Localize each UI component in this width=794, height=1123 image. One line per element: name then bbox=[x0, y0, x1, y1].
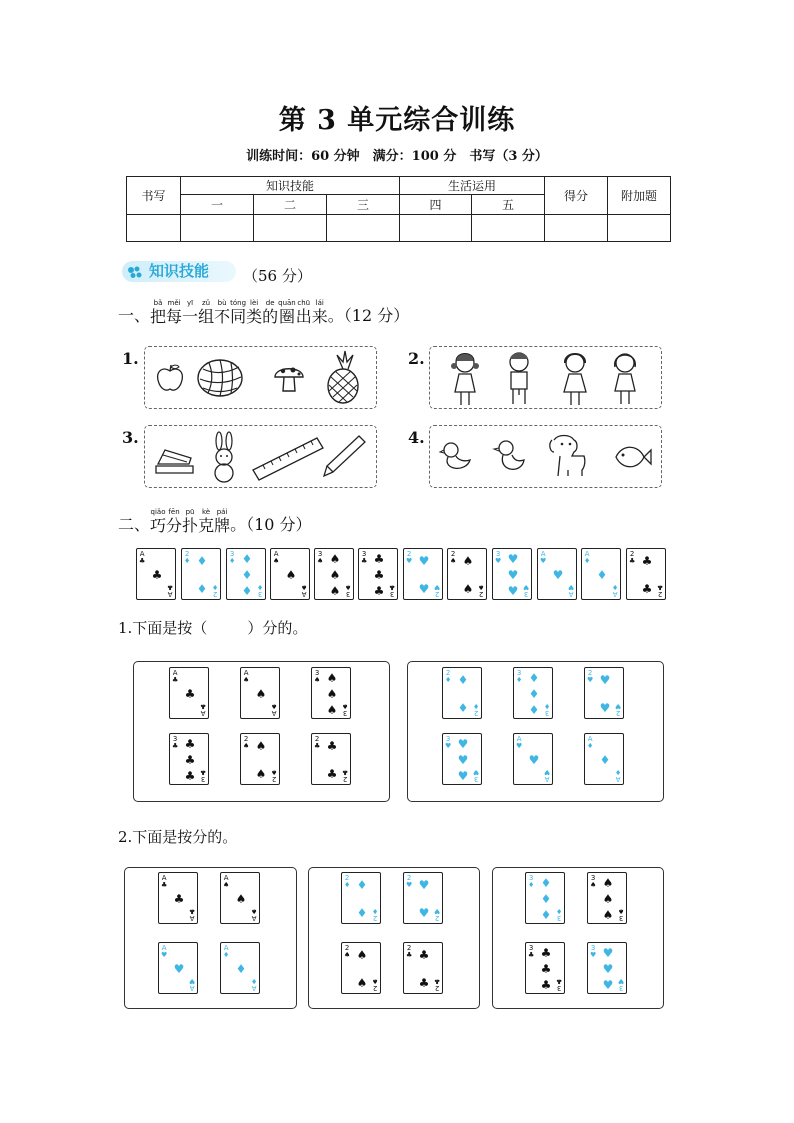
suit-icon: ♠ bbox=[462, 554, 474, 568]
card-rank: A ♦ bbox=[250, 977, 257, 992]
question-2-suffix: 。（10 分） bbox=[230, 515, 312, 534]
suit-icon: ♣ bbox=[184, 769, 196, 783]
pinyin: chū bbox=[297, 299, 311, 307]
suit-icon: ♠ bbox=[329, 552, 341, 566]
card-rank: 2 ♥ bbox=[614, 702, 621, 717]
suit-icon: ♦ bbox=[356, 906, 368, 920]
pinyin: měi bbox=[167, 299, 181, 307]
playing-card[interactable] bbox=[537, 548, 577, 600]
score-cell[interactable] bbox=[400, 215, 472, 242]
playing-card[interactable] bbox=[587, 872, 627, 924]
playing-card[interactable] bbox=[403, 942, 443, 994]
playing-card[interactable] bbox=[158, 942, 198, 994]
playing-card[interactable] bbox=[513, 667, 553, 719]
suit-icon: ♥ bbox=[599, 701, 611, 715]
playing-card[interactable] bbox=[169, 733, 209, 785]
playing-card[interactable] bbox=[403, 872, 443, 924]
suit-icon: ♣ bbox=[326, 767, 338, 781]
card-rank: 2 ♥ bbox=[433, 907, 440, 922]
suit-icon: ♦ bbox=[540, 892, 552, 906]
header-defen: 得分 bbox=[545, 177, 608, 215]
pinyin: qiǎo bbox=[150, 508, 166, 516]
girl-icon[interactable] bbox=[560, 350, 590, 408]
item-4-box[interactable] bbox=[429, 425, 662, 488]
item-2-box[interactable] bbox=[429, 346, 662, 409]
question-2-words bbox=[150, 508, 230, 535]
card-rank: 3 ♥ bbox=[472, 768, 479, 783]
chick-icon[interactable] bbox=[440, 440, 472, 474]
card-rank: 3 ♣ bbox=[199, 768, 206, 783]
suit-icon: ♥ bbox=[507, 584, 519, 598]
card-rank: 2 ♠ bbox=[270, 768, 277, 783]
card-rank: A ♠ bbox=[300, 583, 307, 598]
suit-icon: ♣ bbox=[173, 892, 185, 906]
bubbles-icon bbox=[128, 266, 142, 278]
suit-icon: ♠ bbox=[235, 892, 247, 906]
pinyin: zǔ bbox=[202, 299, 211, 307]
playing-card[interactable] bbox=[442, 667, 482, 719]
item-number: 4. bbox=[408, 428, 425, 447]
sub2-group-box[interactable] bbox=[308, 867, 480, 1009]
suit-icon: ♦ bbox=[196, 554, 208, 568]
score-cell[interactable] bbox=[181, 215, 254, 242]
suit-icon: ♣ bbox=[540, 978, 552, 992]
suit-icon: ♠ bbox=[255, 739, 267, 753]
score-cell[interactable] bbox=[608, 215, 671, 242]
pinyin: pū bbox=[185, 508, 195, 516]
hanzi: 的 bbox=[262, 307, 279, 326]
section-points: （56 分） bbox=[243, 267, 312, 285]
card-rank: 2 ♠ bbox=[477, 583, 484, 598]
ruby-word bbox=[150, 299, 166, 326]
header-col-4: 四 bbox=[400, 195, 472, 215]
score-cell[interactable] bbox=[127, 215, 181, 242]
card-rank: A ♥ bbox=[543, 768, 550, 783]
ruby-word bbox=[150, 508, 166, 535]
card-rank: A ♥ bbox=[161, 944, 168, 959]
header-shenghuo: 生活运用 bbox=[400, 177, 545, 195]
playing-card[interactable] bbox=[447, 548, 487, 600]
playing-card[interactable] bbox=[240, 733, 280, 785]
card-rank: 3 ♥ bbox=[590, 944, 597, 959]
card-rank: 3 ♦ bbox=[516, 669, 523, 684]
card-rank: 3 ♥ bbox=[445, 735, 452, 750]
card-rank: 2 ♠ bbox=[371, 977, 378, 992]
suit-icon: ♦ bbox=[241, 568, 253, 582]
hanzi: 把 bbox=[150, 307, 167, 326]
card-rank: A ♣ bbox=[172, 669, 179, 684]
card-rank: 3 ♣ bbox=[388, 583, 395, 598]
card-rank: 3 ♥ bbox=[522, 583, 529, 598]
card-rank: 3 ♠ bbox=[341, 702, 348, 717]
playing-card[interactable] bbox=[169, 667, 209, 719]
ruby-word bbox=[166, 508, 182, 535]
suit-icon: ♦ bbox=[528, 687, 540, 701]
playing-card[interactable] bbox=[341, 872, 381, 924]
playing-card[interactable] bbox=[311, 667, 351, 719]
suit-icon: ♦ bbox=[196, 582, 208, 596]
suit-icon: ♥ bbox=[599, 673, 611, 687]
header-col-1: 一 bbox=[181, 195, 254, 215]
ruby-word bbox=[246, 299, 262, 326]
card-rank: A ♣ bbox=[139, 550, 146, 565]
hanzi: 每 bbox=[166, 307, 183, 326]
stapler-icon[interactable] bbox=[153, 442, 197, 476]
suit-icon: ♠ bbox=[285, 568, 297, 582]
suit-icon: ♣ bbox=[184, 737, 196, 751]
suit-icon: ♠ bbox=[326, 687, 338, 701]
header-col-3: 三 bbox=[327, 195, 400, 215]
playing-card[interactable] bbox=[270, 548, 310, 600]
card-rank: 3 ♥ bbox=[617, 977, 624, 992]
card-rank: 2 ♥ bbox=[433, 583, 440, 598]
pinyin: fēn bbox=[168, 508, 180, 516]
score-cell[interactable] bbox=[472, 215, 545, 242]
playing-card[interactable] bbox=[314, 548, 354, 600]
item-number: 1. bbox=[122, 349, 139, 368]
playing-card[interactable] bbox=[403, 548, 443, 600]
hanzi: 一 bbox=[182, 307, 199, 326]
suit-icon: ♦ bbox=[457, 673, 469, 687]
playing-card[interactable] bbox=[226, 548, 266, 600]
playing-card[interactable] bbox=[220, 872, 260, 924]
pinyin: lèi bbox=[250, 299, 259, 307]
card-rank: 2 ♦ bbox=[184, 550, 191, 565]
card-rank: 2 ♣ bbox=[629, 550, 636, 565]
card-rank: A ♦ bbox=[611, 583, 618, 598]
suit-icon: ♥ bbox=[173, 962, 185, 976]
card-rank: 2 ♠ bbox=[344, 944, 351, 959]
suit-icon: ♣ bbox=[373, 568, 385, 582]
card-rank: 3 ♠ bbox=[590, 874, 597, 889]
hanzi: 同 bbox=[230, 307, 247, 326]
ruby-word bbox=[262, 299, 278, 326]
suit-icon: ♠ bbox=[326, 703, 338, 717]
playing-card[interactable] bbox=[311, 733, 351, 785]
hanzi: 圈 bbox=[278, 307, 295, 326]
card-rank: 2 ♦ bbox=[344, 874, 351, 889]
suit-icon: ♥ bbox=[552, 568, 564, 582]
playing-card[interactable] bbox=[492, 548, 532, 600]
suit-icon: ♦ bbox=[596, 568, 608, 582]
card-rank: 2 ♣ bbox=[406, 944, 413, 959]
card-rank: A ♥ bbox=[540, 550, 547, 565]
suit-icon: ♦ bbox=[235, 962, 247, 976]
card-rank: 2 ♠ bbox=[450, 550, 457, 565]
card-rank: 3 ♥ bbox=[495, 550, 502, 565]
ruby-word bbox=[182, 508, 198, 535]
sub-question-2: 2.下面是按分的。 bbox=[118, 828, 238, 846]
ruby-word bbox=[166, 299, 182, 326]
card-rank: 2 ♠ bbox=[243, 735, 250, 750]
suit-icon: ♠ bbox=[462, 582, 474, 596]
hanzi: 出 bbox=[295, 307, 312, 326]
suit-icon: ♥ bbox=[418, 878, 430, 892]
card-rank: 2 ♦ bbox=[472, 702, 479, 717]
suit-icon: ♣ bbox=[540, 962, 552, 976]
playing-card[interactable] bbox=[513, 733, 553, 785]
card-rank: 3 ♦ bbox=[528, 874, 535, 889]
section-badge-label: 知识技能 bbox=[149, 262, 210, 280]
hanzi: 扑 bbox=[182, 516, 199, 535]
playing-card[interactable] bbox=[341, 942, 381, 994]
suit-icon: ♣ bbox=[418, 976, 430, 990]
suit-icon: ♥ bbox=[602, 978, 614, 992]
pinyin: lái bbox=[315, 299, 324, 307]
playing-card[interactable] bbox=[158, 872, 198, 924]
card-rank: A ♥ bbox=[567, 583, 574, 598]
header-col-5: 五 bbox=[472, 195, 545, 215]
suit-icon: ♠ bbox=[356, 948, 368, 962]
suit-icon: ♣ bbox=[373, 584, 385, 598]
card-rank: A ♠ bbox=[270, 702, 277, 717]
suit-icon: ♣ bbox=[184, 753, 196, 767]
pinyin: de bbox=[265, 299, 275, 307]
suit-icon: ♥ bbox=[507, 568, 519, 582]
card-rank: 2 ♣ bbox=[656, 583, 663, 598]
girl-icon[interactable] bbox=[610, 349, 640, 407]
ruby-word bbox=[182, 299, 198, 326]
suit-icon: ♠ bbox=[602, 908, 614, 922]
sub2-group-box[interactable] bbox=[492, 867, 664, 1009]
pencil-icon[interactable] bbox=[323, 434, 367, 478]
suit-icon: ♦ bbox=[241, 584, 253, 598]
suit-icon: ♣ bbox=[326, 739, 338, 753]
card-rank: A ♣ bbox=[188, 907, 195, 922]
header-fujia: 附加题 bbox=[608, 177, 671, 215]
suit-icon: ♥ bbox=[602, 946, 614, 960]
header-zhishi: 知识技能 bbox=[181, 177, 400, 195]
pinyin: bǎ bbox=[153, 299, 163, 307]
fish-icon[interactable] bbox=[612, 440, 652, 474]
playing-card[interactable] bbox=[181, 548, 221, 600]
playing-card[interactable] bbox=[587, 942, 627, 994]
card-rank: 3 ♦ bbox=[256, 583, 263, 598]
girl-icon[interactable] bbox=[450, 350, 480, 408]
card-rank: 3 ♣ bbox=[361, 550, 368, 565]
pinyin: pái bbox=[216, 508, 228, 516]
ruby-word bbox=[278, 299, 296, 326]
suit-icon: ♥ bbox=[602, 962, 614, 976]
pinyin: yī bbox=[187, 299, 194, 307]
pinyin: quān bbox=[278, 299, 296, 307]
card-rank: 2 ♦ bbox=[211, 583, 218, 598]
card-rank: A ♠ bbox=[250, 907, 257, 922]
header-col-2: 二 bbox=[254, 195, 327, 215]
suit-icon: ♦ bbox=[356, 878, 368, 892]
playing-card[interactable] bbox=[136, 548, 176, 600]
puppy-icon[interactable] bbox=[548, 434, 588, 478]
ruby-word bbox=[214, 508, 230, 535]
suit-icon: ♣ bbox=[151, 568, 163, 582]
playing-card[interactable] bbox=[525, 942, 565, 994]
suit-icon: ♠ bbox=[329, 568, 341, 582]
suit-icon: ♥ bbox=[418, 554, 430, 568]
suit-icon: ♦ bbox=[528, 671, 540, 685]
hanzi: 组 bbox=[198, 307, 215, 326]
suit-icon: ♥ bbox=[418, 582, 430, 596]
playing-card[interactable] bbox=[626, 548, 666, 600]
score-cell[interactable] bbox=[545, 215, 608, 242]
card-rank: 2 ♥ bbox=[406, 550, 413, 565]
watermelon-icon[interactable] bbox=[195, 357, 245, 399]
card-rank: A ♣ bbox=[166, 583, 173, 598]
card-rank: 3 ♣ bbox=[528, 944, 535, 959]
card-rank: 3 ♣ bbox=[172, 735, 179, 750]
card-rank: A ♣ bbox=[161, 874, 168, 889]
suit-icon: ♣ bbox=[184, 687, 196, 701]
hanzi: 克 bbox=[198, 516, 215, 535]
playing-card[interactable] bbox=[584, 733, 624, 785]
card-rank: A ♥ bbox=[516, 735, 523, 750]
suit-icon: ♦ bbox=[528, 703, 540, 717]
card-rank: 2 ♥ bbox=[587, 669, 594, 684]
pinyin: bù bbox=[217, 299, 227, 307]
card-rank: 2 ♣ bbox=[314, 735, 321, 750]
suit-icon: ♠ bbox=[602, 876, 614, 890]
card-rank: 3 ♦ bbox=[543, 702, 550, 717]
item-1-box[interactable] bbox=[144, 346, 377, 409]
pinyin: tóng bbox=[230, 299, 247, 307]
apple-icon[interactable] bbox=[155, 362, 185, 394]
card-rank: 2 ♦ bbox=[445, 669, 452, 684]
suit-icon: ♥ bbox=[457, 753, 469, 767]
suit-icon: ♠ bbox=[326, 671, 338, 685]
playing-card[interactable] bbox=[581, 548, 621, 600]
pineapple-icon[interactable] bbox=[323, 351, 363, 405]
question-1-heading bbox=[118, 299, 409, 326]
suit-icon: ♠ bbox=[255, 767, 267, 781]
card-rank: 3 ♦ bbox=[229, 550, 236, 565]
sub-question-1-label: 1.下面是按（ bbox=[118, 619, 208, 637]
suit-icon: ♦ bbox=[540, 908, 552, 922]
suit-icon: ♣ bbox=[641, 582, 653, 596]
score-table bbox=[126, 176, 671, 242]
ruby-word bbox=[198, 508, 214, 535]
item-number: 2. bbox=[408, 349, 425, 368]
card-rank: A ♠ bbox=[223, 874, 230, 889]
hanzi: 不 bbox=[214, 307, 231, 326]
page-subtitle: 训练时间：60 分钟 满分：100 分 书写（3 分） bbox=[246, 149, 548, 164]
suit-icon: ♣ bbox=[540, 946, 552, 960]
hanzi: 牌 bbox=[214, 516, 231, 535]
suit-icon: ♣ bbox=[418, 948, 430, 962]
card-rank: 3 ♠ bbox=[617, 907, 624, 922]
ruby-word bbox=[312, 299, 328, 326]
score-cell[interactable] bbox=[327, 215, 400, 242]
suit-icon: ♦ bbox=[540, 876, 552, 890]
hanzi: 来 bbox=[311, 307, 328, 326]
suit-icon: ♠ bbox=[602, 892, 614, 906]
suit-icon: ♥ bbox=[507, 552, 519, 566]
card-rank: A ♦ bbox=[587, 735, 594, 750]
playing-card[interactable] bbox=[442, 733, 482, 785]
card-rank: 3 ♠ bbox=[317, 550, 324, 565]
card-rank: A ♦ bbox=[614, 768, 621, 783]
hanzi: 分 bbox=[166, 516, 183, 535]
duckling-icon[interactable] bbox=[494, 438, 526, 476]
suit-icon: ♣ bbox=[641, 554, 653, 568]
question-2-prefix: 二、 bbox=[118, 515, 151, 534]
ruby-word bbox=[230, 299, 246, 326]
suit-icon: ♦ bbox=[599, 753, 611, 767]
question-1-suffix: 。（12 分） bbox=[327, 306, 410, 325]
question-2-heading bbox=[118, 508, 312, 535]
card-rank: 3 ♠ bbox=[344, 583, 351, 598]
hanzi: 类 bbox=[246, 307, 263, 326]
item-number: 3. bbox=[122, 428, 139, 447]
card-rank: 3 ♠ bbox=[314, 669, 321, 684]
suit-icon: ♦ bbox=[241, 552, 253, 566]
suit-icon: ♠ bbox=[356, 976, 368, 990]
sub-question-1 bbox=[118, 617, 307, 638]
rabbit-toy-icon[interactable] bbox=[209, 432, 239, 484]
suit-icon: ♥ bbox=[418, 906, 430, 920]
question-1-words bbox=[150, 299, 328, 326]
header-shuxie: 书写 bbox=[127, 177, 181, 215]
suit-icon: ♦ bbox=[457, 701, 469, 715]
card-rank: 3 ♣ bbox=[555, 977, 562, 992]
ruby-word bbox=[296, 299, 312, 326]
card-rank: A ♠ bbox=[273, 550, 280, 565]
card-rank: 2 ♥ bbox=[406, 874, 413, 889]
score-cell[interactable] bbox=[254, 215, 327, 242]
pinyin: kè bbox=[202, 508, 211, 516]
suit-icon: ♣ bbox=[373, 552, 385, 566]
playing-card[interactable] bbox=[525, 872, 565, 924]
suit-icon: ♥ bbox=[528, 753, 540, 767]
ruby-word bbox=[198, 299, 214, 326]
mushroom-icon[interactable] bbox=[273, 361, 305, 395]
boy-icon[interactable] bbox=[504, 349, 534, 407]
sub-question-1-label-end: ）分的。 bbox=[247, 619, 308, 637]
card-rank: 2 ♦ bbox=[371, 907, 378, 922]
page-title: 第 3 单元综合训练 bbox=[278, 105, 516, 136]
playing-card[interactable] bbox=[358, 548, 398, 600]
ruby-word bbox=[214, 299, 230, 326]
question-1-prefix: 一、 bbox=[118, 306, 151, 325]
suit-icon: ♥ bbox=[457, 769, 469, 783]
suit-icon: ♠ bbox=[255, 687, 267, 701]
ruler-icon[interactable] bbox=[251, 432, 325, 482]
playing-card[interactable] bbox=[220, 942, 260, 994]
card-rank: 2 ♣ bbox=[433, 977, 440, 992]
playing-card[interactable] bbox=[584, 667, 624, 719]
suit-icon: ♥ bbox=[457, 737, 469, 751]
card-rank: 3 ♦ bbox=[555, 907, 562, 922]
suit-icon: ♠ bbox=[329, 584, 341, 598]
item-3-box[interactable] bbox=[144, 425, 377, 488]
card-rank: A ♥ bbox=[188, 977, 195, 992]
playing-card[interactable] bbox=[240, 667, 280, 719]
card-rank: A ♦ bbox=[223, 944, 230, 959]
card-rank: A ♣ bbox=[199, 702, 206, 717]
hanzi: 巧 bbox=[150, 516, 167, 535]
sub2-group-box[interactable] bbox=[124, 867, 297, 1009]
card-rank: 2 ♣ bbox=[341, 768, 348, 783]
card-rank: A ♠ bbox=[243, 669, 250, 684]
card-rank: A ♦ bbox=[584, 550, 591, 565]
